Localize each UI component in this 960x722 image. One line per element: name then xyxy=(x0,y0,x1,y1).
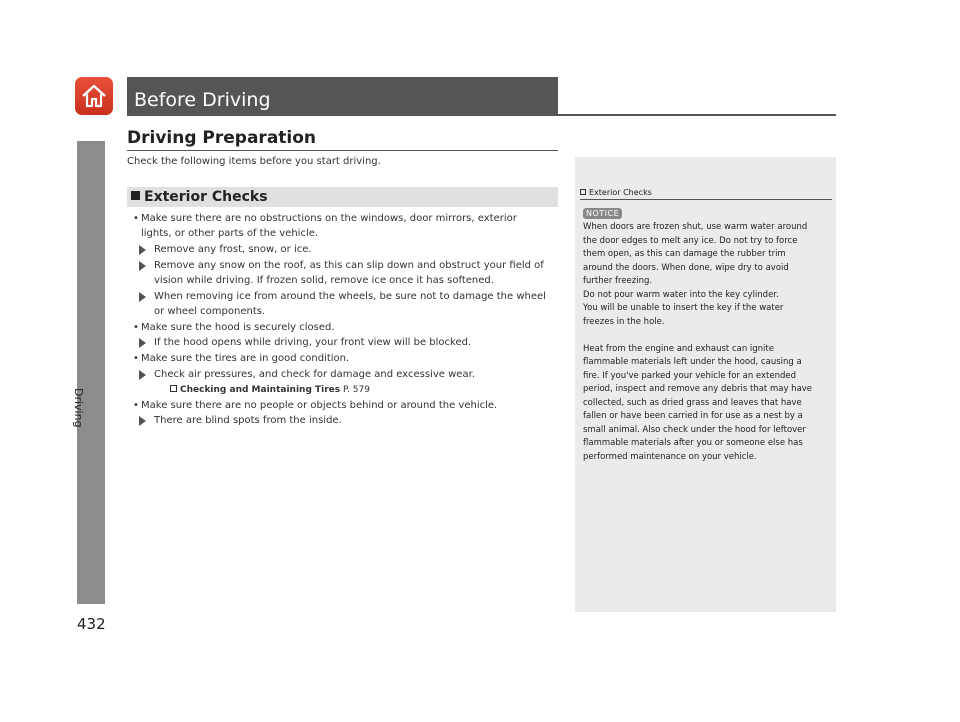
side-note-heading: Exterior Checks xyxy=(580,188,652,197)
chapter-sidebar xyxy=(77,141,105,604)
arrow-icon xyxy=(139,370,146,380)
arrow-icon xyxy=(139,245,146,255)
note-marker-icon xyxy=(580,189,586,195)
subheading-exterior-checks: Exterior Checks xyxy=(131,189,268,205)
page-number: 432 xyxy=(77,615,106,633)
note-line: flammable materials after you or someone else has xyxy=(583,438,803,448)
section-title: Before Driving xyxy=(134,89,271,111)
note-line: When doors are frozen shut, use warm water around xyxy=(583,222,808,232)
section-rule xyxy=(127,114,836,116)
arrow-icon xyxy=(139,338,146,348)
note-line: fallen or have been carried in for use as a nest by a xyxy=(583,411,803,421)
bullet-icon: • xyxy=(133,213,139,224)
intro-text: Check the following items before you start driving. xyxy=(127,156,381,167)
list-line: If the hood opens while driving, your front view will be blocked. xyxy=(154,337,472,348)
list-line: Remove any snow on the roof, as this can slip down and obstruct your field of xyxy=(154,260,544,271)
list-line: There are blind spots from the inside. xyxy=(154,415,342,426)
list-line: Remove any frost, snow, or ice. xyxy=(154,244,312,255)
reference-title: Checking and Maintaining Tires xyxy=(180,385,341,395)
notice-badge: NOTICE xyxy=(583,208,622,219)
bullet-icon: • xyxy=(133,353,139,364)
note-line: period, inspect and remove any debris that may have xyxy=(583,384,813,394)
note-line: freezes in the hole. xyxy=(583,316,665,327)
list-line: Make sure the tires are in good condition. xyxy=(141,353,350,364)
note-line: performed maintenance on your vehicle. xyxy=(583,451,757,462)
arrow-icon xyxy=(139,292,146,302)
note-line: small animal. Also check under the hood for leftover xyxy=(583,424,806,435)
list-line: or wheel components. xyxy=(154,306,266,317)
bullet-icon: • xyxy=(133,322,139,333)
list-line: Make sure there are no obstructions on the windows, door mirrors, exterior xyxy=(141,213,517,224)
reference-icon xyxy=(170,385,177,392)
list-line: Make sure the hood is securely closed. xyxy=(141,322,335,333)
note-line: them open, as this can damage the rubber trim xyxy=(583,249,786,259)
note-line: Heat from the engine and exhaust can ignite xyxy=(583,343,774,354)
home-button[interactable] xyxy=(75,77,113,115)
note-line: collected, such as dried grass and leaves that have xyxy=(583,397,802,408)
arrow-icon xyxy=(139,416,146,426)
page-title: Driving Preparation xyxy=(127,128,317,148)
list-line: lights, or other parts of the vehicle. xyxy=(141,228,319,239)
bullet-icon: • xyxy=(133,400,139,411)
square-marker-icon xyxy=(131,191,140,200)
list-line: Check air pressures, and check for damage and excessive wear. xyxy=(154,369,475,380)
note-line: flammable materials left under the hood, causing a xyxy=(583,357,802,367)
reference-page: P. 579 xyxy=(340,385,370,395)
cross-reference-link[interactable] xyxy=(170,383,370,397)
title-rule xyxy=(127,150,558,151)
chapter-label: Driving xyxy=(72,388,85,428)
note-line: You will be unable to insert the key if the water xyxy=(583,303,784,313)
list-line: When removing ice from around the wheels, be sure not to damage the wheel xyxy=(154,291,546,302)
note-line: Do not pour warm water into the key cylinder. xyxy=(583,289,779,300)
list-line: vision while driving. If frozen solid, remove ice once it has softened. xyxy=(154,275,494,286)
note-line: the door edges to melt any ice. Do not try to force xyxy=(583,235,798,246)
arrow-icon xyxy=(139,261,146,271)
home-icon xyxy=(80,82,108,110)
note-line: fire. If you've parked your vehicle for an extended xyxy=(583,370,797,381)
side-note-rule xyxy=(580,199,832,200)
note-line: further freezing. xyxy=(583,276,653,286)
note-line: around the doors. When done, wipe dry to avoid xyxy=(583,262,789,273)
list-line: Make sure there are no people or objects behind or around the vehicle. xyxy=(141,400,498,411)
